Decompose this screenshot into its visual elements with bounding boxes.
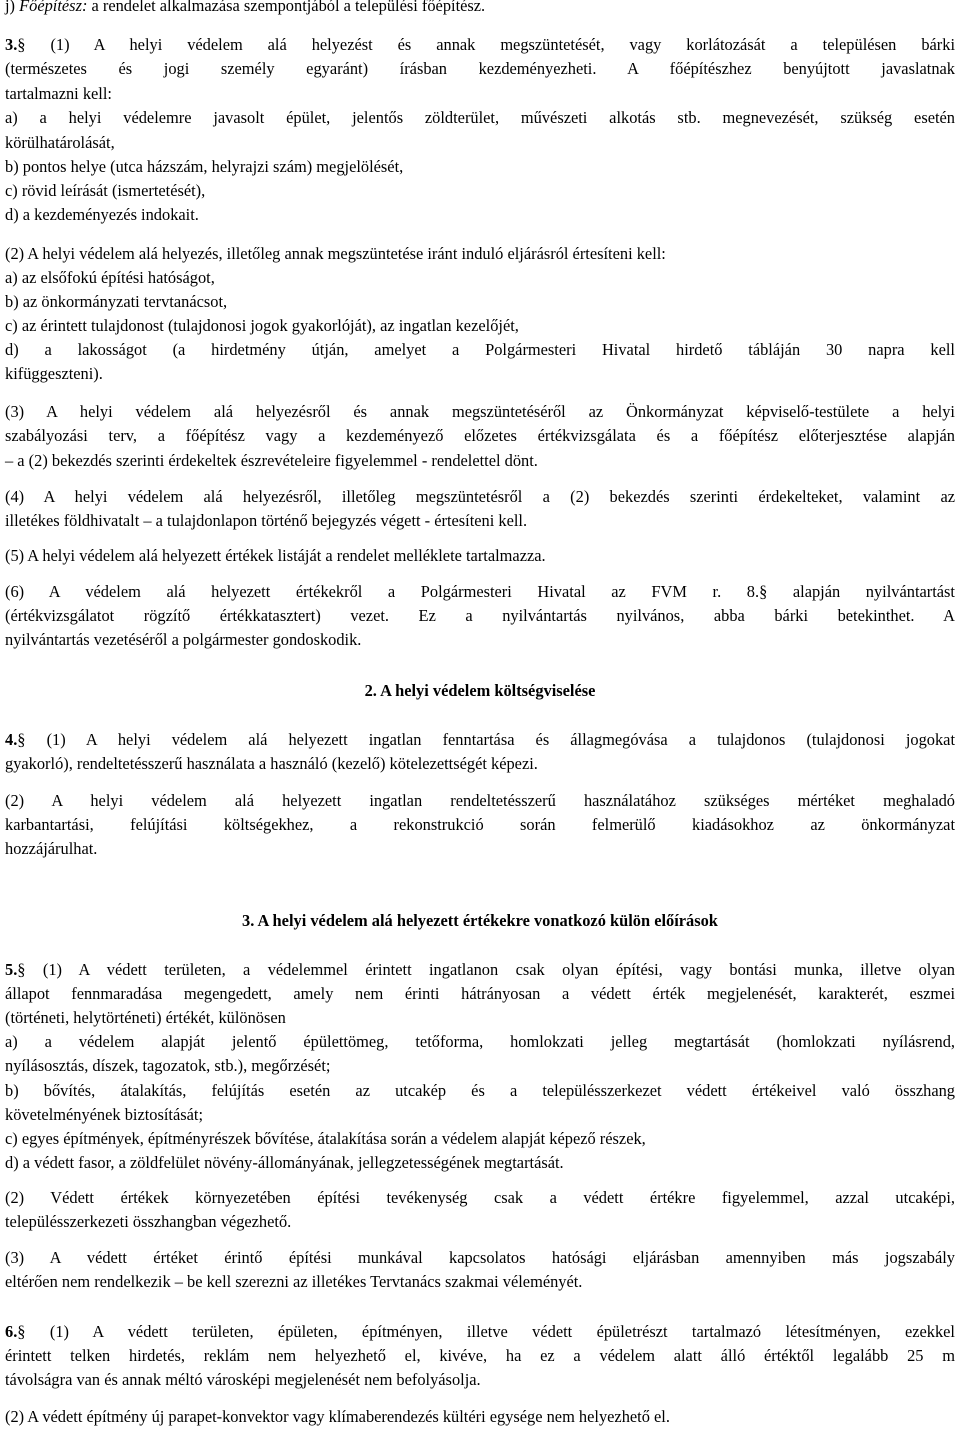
text-line: d) a védett fasor, a zöldfelület növény-állományának, jellegzetességének megtartását. [5,1153,564,1172]
section-4-para-1-line [5,728,955,752]
section-number: 6. [5,1322,18,1341]
text-line: (3) A helyi védelem alá helyezésről és annak megszüntetéséről az Önkormányzat képviselő-testülete a helyi [5,402,955,421]
section-3-para-1-line [5,33,955,57]
text-line: (2) A helyi védelem alá helyezés, illetőleg annak megszüntetése iránt induló eljárásról értesíteni kell: [5,244,666,263]
text-line: d) a kezdeményezés indokait. [5,205,199,224]
chapter-heading-2: 2. A helyi védelem költségviselése [364,681,596,700]
text-line: kifüggeszteni). [5,364,103,383]
text-line: körülhatárolását, [5,133,115,152]
defined-term: Főépítész: [19,0,88,15]
text-segment: alapján nyilvántartást [767,582,955,601]
text-line: b) az önkormányzati tervtanácsot, [5,292,228,311]
text-line: szabályozási terv, a főépítész vagy a kezdeményező előzetes értékvizsgálata és a főépítész előterjesztése alapján [5,426,955,445]
text-line: (1) A védett területen, a védelemmel érintett ingatlanon csak olyan építési, vagy bontási munka, illetve olyan [25,960,955,979]
text-line: (2) A helyi védelem alá helyezett ingatlan rendeltetésszerű használatához szükséges mértéket meghaladó [5,791,955,810]
text-line: b) pontos helye (utca házszám, helyrajzi szám) megjelölését, [5,157,404,176]
section-6-para-1-line [5,1320,955,1344]
text-line: (4) A helyi védelem alá helyezésről, illetőleg megszüntetésről a (2) bekezdés szerinti érdekelteket, valamint az [5,487,955,506]
section-sign: § [17,730,26,749]
text-line: nyilvántartás vezetéséről a polgármester gondoskodik. [5,630,362,649]
text-line: (történeti, helytörténeti) értékét, különösen [5,1008,286,1027]
section-sign: § [17,35,26,54]
text-line: érintett telken hirdetés, reklám nem helyezhető el, kivéve, ha ez a védelem alatt álló értéktől legalább 25 m [5,1346,955,1365]
text-line: tartalmazni kell: [5,84,112,103]
text-line: a) a helyi védelemre javasolt épület, jelentős zöldterület, művészeti alkotás stb. megnevezését, szükség esetén [5,108,955,127]
section-number: 4. [5,730,18,749]
text-line: – a (2) bekezdés szerinti érdekeltek észrevételeire figyelemmel - rendelettel dönt. [5,451,538,470]
text-line: c) rövid leírását (ismertetését), [5,181,206,200]
text-line: állapot fennmaradása megengedett, amely nem érinti hátrányosan a védett érték megjelenését, karakterét, eszmei [5,984,955,1003]
text-line: településszerkezeti összhangban végezhető. [5,1212,292,1231]
text-line: követelményének biztosítását; [5,1105,203,1124]
section-number: 3. [5,35,18,54]
text-line: (2) Védett értékek környezetében építési tevékenység csak a védett értékre figyelemmel, azzal utcaképi, [5,1188,955,1207]
section-number: 5. [5,960,18,979]
text-line: c) egyes építmények, építményrészek bővítése, átalakítása során a védelem alapját képező részek, [5,1129,646,1148]
text-line: (1) A helyi védelem alá helyezett ingatlan fenntartása és állagmegóvása a tulajdonos (tulajdonosi jogokat [25,730,955,749]
text-line: gyakorló), rendeltetésszerű használata a használó (kezelő) kötelezettségét képezi. [5,754,538,773]
section-sign: § [17,960,26,979]
text-line: hozzájárulhat. [5,839,98,858]
definition-main-architect [5,0,955,18]
text-line: c) az érintett tulajdonost (tulajdonosi jogok gyakorlóját), az ingatlan kezelőjét, [5,316,519,335]
text-line: (1) A helyi védelem alá helyezést és annak megszüntetését, vagy korlátozását a településen bárki [25,35,955,54]
chapter-heading-3: 3. A helyi védelem alá helyezett értékekre vonatkozó külön előírások [242,911,718,930]
section-5-para-1-line [5,958,955,982]
section-sign: § [17,1322,26,1341]
text-line: b) bővítés, átalakítás, felújítás esetén az utcakép és a településszerkezet védett értékeivel való összhang [5,1081,955,1100]
text-line: illetékes földhivatalt – a tulajdonlapon történő bejegyzés végett - értesíteni kell. [5,511,528,530]
text-line: (3) A védett értéket érintő építési munkával kapcsolatos hatósági eljárásban amennyiben más jogszabály [5,1248,955,1267]
item-letter: j) [5,0,20,15]
text-line: d) a lakosságot (a hirdetmény útján, amelyet a Polgármesteri Hivatal hirdető tábláján 30 napra kell [5,340,955,359]
text-line: eltérően nem rendelkezik – be kell szerezni az illetékes Tervtanács szakmai véleményét. [5,1272,583,1291]
text-line: a) a védelem alapját jelentő épülettömeg, tetőforma, homlokzati jelleg megtartását (homlokzati nyílásrend, [5,1032,955,1051]
text-line: nyílásosztás, díszek, tagozatok, stb.), megőrzését; [5,1056,331,1075]
text-line: (természetes és jogi személy egyaránt) írásban kezdeményezheti. A főépítészhez benyújtott javaslatnak [5,59,955,78]
text-line: (2) A védett építmény új parapet-konvektor vagy klímaberendezés kültéri egysége nem helyezhető el. [5,1407,670,1426]
section-sign: § [759,582,768,601]
text-line: a) az elsőfokú építési hatóságot, [5,268,215,287]
text-segment: (6) A védelem alá helyezett értékekről a Polgármesteri Hivatal az FVM r. 8. [5,582,760,601]
text-line [5,580,955,604]
text-line: karbantartási, felújítási költségekhez, a rekonstrukció során felmerülő kiadásokhoz az önkormányzat [5,815,955,834]
text-line: (1) A védett területen, épületen, építményen, illetve védett épületrészt tartalmazó létesítményen, ezekkel [25,1322,955,1341]
text-line: (értékvizsgálatot rögzítő értékkatasztert) vezet. Ez a nyilvántartás nyilvános, abba bárki betekinthet. A [5,606,955,625]
text-line: (5) A helyi védelem alá helyezett értékek listáját a rendelet melléklete tartalmazza. [5,546,546,565]
text-line: távolságra van és annak méltó városképi megjelenését nem befolyásolja. [5,1370,481,1389]
definition-text: a rendelet alkalmazása szempontjából a települési főépítész. [87,0,486,15]
